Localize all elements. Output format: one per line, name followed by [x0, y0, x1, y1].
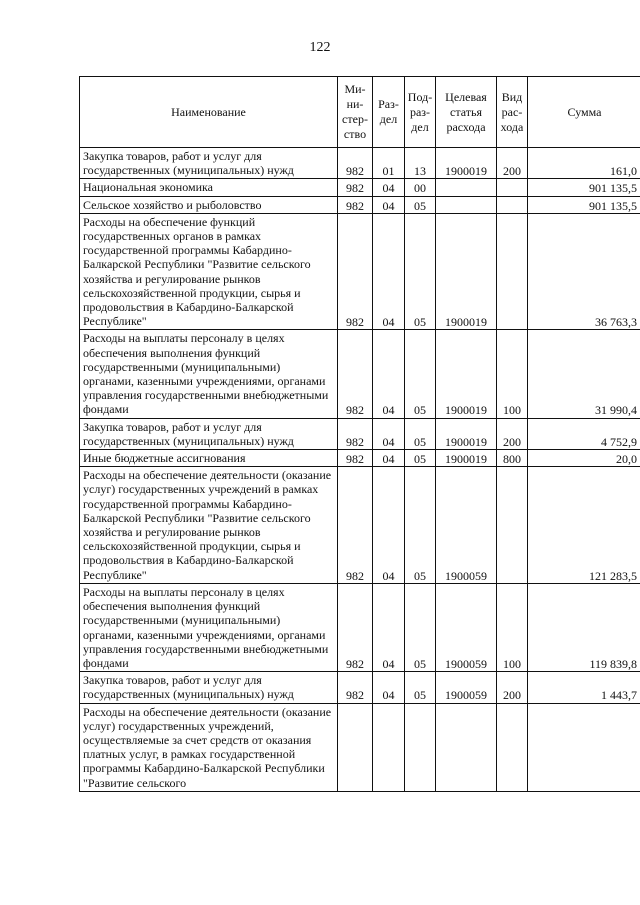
row-name: Расходы на обеспечение деятельности (оказание услуг) государственных учреждений в рамках государственной программы Кабардино-Балкарской Республики "Развитие сельского хозяйства и регулирование рынков сельскохозяйственной продукции, сырья и продовольствия в Кабардино-Балкарской Республике"	[80, 467, 338, 584]
row-ministry	[338, 703, 373, 791]
row-section: 01	[373, 148, 405, 179]
table-row	[80, 213, 640, 330]
row-name: Расходы на обеспечение деятельности (оказание услуг) государственных учреждений, осуществляемые за счет средств от оказания платных услуг, в рамках государственной программы Кабардино-Балкарской Республики "Развитие сельского	[80, 703, 338, 791]
row-name: Закупка товаров, работ и услуг для государственных (муниципальных) нужд	[80, 672, 338, 703]
row-target	[436, 703, 497, 791]
row-amount: 1 443,7	[528, 672, 640, 703]
table-row	[80, 450, 640, 467]
row-ministry: 982	[338, 583, 373, 671]
row-name: Расходы на обеспечение функций государственных органов в рамках государственной программы Кабардино-Балкарской Республики "Развитие сельского хозяйства и регулирование рынков сельскохозяйственной продукции, сырья и продовольствия в Кабардино-Балкарской Республике"	[80, 213, 338, 330]
row-ministry: 982	[338, 672, 373, 703]
row-subsection: 05	[405, 418, 436, 449]
row-subsection: 05	[405, 583, 436, 671]
row-expense-type: 200	[497, 418, 528, 449]
row-section	[373, 703, 405, 791]
row-subsection: 00	[405, 179, 436, 196]
row-section: 04	[373, 583, 405, 671]
table-row	[80, 467, 640, 584]
row-amount: 901 135,5	[528, 196, 640, 213]
row-target	[436, 179, 497, 196]
header-subsection: Под- раз- дел	[405, 77, 436, 148]
row-amount: 119 839,8	[528, 583, 640, 671]
row-subsection: 05	[405, 330, 436, 418]
header-section: Раз- дел	[373, 77, 405, 148]
row-section: 04	[373, 330, 405, 418]
row-target: 1900019	[436, 330, 497, 418]
row-name: Расходы на выплаты персоналу в целях обеспечения выполнения функций государственными (муниципальными) органами, казенными учреждениями, органами управления государственными внебюджетными фондами	[80, 330, 338, 418]
row-expense-type	[497, 213, 528, 330]
header-ministry: Ми- ни- стер- ство	[338, 77, 373, 148]
row-target: 1900059	[436, 583, 497, 671]
row-subsection: 05	[405, 467, 436, 584]
row-expense-type	[497, 703, 528, 791]
table-row	[80, 583, 640, 671]
row-section: 04	[373, 467, 405, 584]
row-expense-type	[497, 467, 528, 584]
row-amount: 161,0	[528, 148, 640, 179]
row-subsection: 05	[405, 450, 436, 467]
row-ministry: 982	[338, 179, 373, 196]
row-ministry: 982	[338, 418, 373, 449]
row-target: 1900059	[436, 467, 497, 584]
table-row	[80, 330, 640, 418]
header-target: Целевая статья расхода	[436, 77, 497, 148]
table-row	[80, 418, 640, 449]
table-row	[80, 179, 640, 196]
header-name: Наименование	[80, 77, 338, 148]
row-amount: 31 990,4	[528, 330, 640, 418]
row-expense-type: 200	[497, 148, 528, 179]
row-section: 04	[373, 179, 405, 196]
row-ministry: 982	[338, 467, 373, 584]
page-number: 122	[309, 40, 331, 55]
row-ministry: 982	[338, 196, 373, 213]
row-target	[436, 196, 497, 213]
row-name: Закупка товаров, работ и услуг для государственных (муниципальных) нужд	[80, 148, 338, 179]
table-row	[80, 672, 640, 703]
row-amount	[528, 703, 640, 791]
row-expense-type: 800	[497, 450, 528, 467]
row-subsection	[405, 703, 436, 791]
row-expense-type	[497, 179, 528, 196]
row-amount: 4 752,9	[528, 418, 640, 449]
row-section: 04	[373, 450, 405, 467]
row-expense-type: 100	[497, 583, 528, 671]
row-expense-type: 100	[497, 330, 528, 418]
row-name: Закупка товаров, работ и услуг для государственных (муниципальных) нужд	[80, 418, 338, 449]
table-row	[80, 703, 640, 791]
row-amount: 121 283,5	[528, 467, 640, 584]
row-target: 1900059	[436, 672, 497, 703]
row-subsection: 05	[405, 196, 436, 213]
row-amount: 901 135,5	[528, 179, 640, 196]
header-expense-type: Вид рас- хода	[497, 77, 528, 148]
row-target: 1900019	[436, 450, 497, 467]
row-name: Расходы на выплаты персоналу в целях обеспечения выполнения функций государственными (муниципальными) органами, казенными учреждениями, органами управления государственными внебюджетными фондами	[80, 583, 338, 671]
row-section: 04	[373, 213, 405, 330]
row-name: Сельское хозяйство и рыболовство	[80, 196, 338, 213]
row-subsection: 13	[405, 148, 436, 179]
row-ministry: 982	[338, 330, 373, 418]
row-name: Национальная экономика	[80, 179, 338, 196]
table-row	[80, 196, 640, 213]
row-name: Иные бюджетные ассигнования	[80, 450, 338, 467]
row-section: 04	[373, 672, 405, 703]
row-ministry: 982	[338, 450, 373, 467]
row-target: 1900019	[436, 213, 497, 330]
table-row	[80, 148, 640, 179]
row-section: 04	[373, 196, 405, 213]
row-target: 1900019	[436, 148, 497, 179]
row-ministry: 982	[338, 213, 373, 330]
row-expense-type: 200	[497, 672, 528, 703]
row-section: 04	[373, 418, 405, 449]
row-ministry: 982	[338, 148, 373, 179]
row-target: 1900019	[436, 418, 497, 449]
row-expense-type	[497, 196, 528, 213]
row-subsection: 05	[405, 213, 436, 330]
table-header-row	[80, 77, 640, 148]
budget-table	[79, 76, 640, 792]
row-amount: 36 763,3	[528, 213, 640, 330]
table-body	[80, 148, 640, 792]
header-amount: Сумма	[528, 77, 640, 148]
row-amount: 20,0	[528, 450, 640, 467]
row-subsection: 05	[405, 672, 436, 703]
